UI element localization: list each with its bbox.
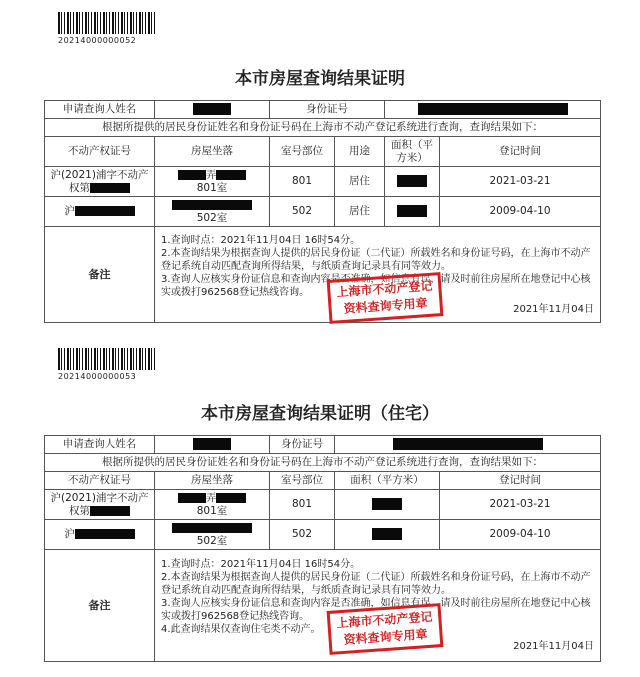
applicant-label: 申请查询人姓名 <box>45 101 155 119</box>
intro-text: 根据所提供的居民身份证姓名和身份证号码在上海市不动产登记系统进行查询，查询结果如下： <box>45 119 601 137</box>
col-header: 用途 <box>335 137 385 167</box>
remarks-label: 备注 <box>45 550 155 662</box>
table-row <box>45 520 601 550</box>
room-number: 502 <box>270 520 335 550</box>
usage: 居住 <box>335 197 385 227</box>
col-header: 不动产权证号 <box>45 137 155 167</box>
area-redacted <box>385 197 440 227</box>
col-header: 面积（平方米） <box>385 137 440 167</box>
table-row <box>45 490 601 520</box>
note-line: 1.查询时点：2021年11月04日 16时54分。 <box>161 234 361 246</box>
col-header: 室号部位 <box>270 137 335 167</box>
barcode-number: 20214000000052 <box>58 36 137 45</box>
barcode-number: 20214000000053 <box>58 372 137 381</box>
area-redacted <box>335 490 440 520</box>
cert-number: 沪(2021)浦字不动产权第 <box>45 167 155 197</box>
area-redacted <box>385 167 440 197</box>
note-line: 4.此查询结果仅查询住宅类不动产。 <box>161 624 321 635</box>
room-number: 801 <box>270 490 335 520</box>
id-label: 身份证号 <box>270 436 335 454</box>
barcode-image <box>58 348 156 370</box>
applicant-name-redacted <box>155 436 270 454</box>
table-row <box>45 167 601 197</box>
note-line: 3.查询人应核实身份证信息和查询内容是否准确，如信息有误，请及时前往房屋所在地登记中心核实或拨打962568登记热线咨询。 <box>161 273 591 298</box>
room-number: 502 <box>270 197 335 227</box>
id-number-redacted <box>335 436 601 454</box>
id-number-redacted <box>385 101 601 119</box>
applicant-label: 申请查询人姓名 <box>45 436 155 454</box>
page-title: 本市房屋查询结果证明 <box>235 69 405 89</box>
col-header: 不动产权证号 <box>45 472 155 490</box>
note-line: 3.查询人应核实身份证信息和查询内容是否准确，如信息有误，请及时前往房屋所在地登记中心核实或拨打962568登记热线咨询。 <box>161 598 591 622</box>
official-seal: 上海市不动产登记 资料查询专用章 <box>327 603 444 655</box>
note-line: 1.查询时点：2021年11月04日 16时54分。 <box>161 559 361 570</box>
intro-text: 根据所提供的居民身份证姓名和身份证号码在上海市不动产登记系统进行查询，查询结果如下： <box>45 454 601 472</box>
remarks-label: 备注 <box>45 227 155 323</box>
col-header: 登记时间 <box>440 137 601 167</box>
area-redacted <box>335 520 440 550</box>
address: 弄 801室 <box>155 490 270 520</box>
col-header: 房屋坐落 <box>155 472 270 490</box>
col-header: 房屋坐落 <box>155 137 270 167</box>
barcode-image <box>58 12 156 34</box>
issue-date: 2021年11月04日 <box>513 303 594 315</box>
address: 弄 801室 <box>155 167 270 197</box>
note-line: 2.本查询结果为根据查询人提供的居民身份证（二代证）所载姓名和身份证号码，在上海市不动产登记系统自动匹配查询所得结果，与纸质查询记录具有同等效力。 <box>161 572 591 596</box>
room-number: 801 <box>270 167 335 197</box>
register-date: 2021-03-21 <box>440 167 601 197</box>
note-line: 2.本查询结果为根据查询人提供的居民身份证（二代证）所载姓名和身份证号码，在上海市不动产登记系统自动匹配查询所得结果，与纸质查询记录具有同等效力。 <box>161 247 591 272</box>
result-table <box>44 435 601 662</box>
col-header: 登记时间 <box>440 472 601 490</box>
table-row <box>45 197 601 227</box>
col-header: 面积（平方米） <box>335 472 440 490</box>
address: 502室 <box>155 197 270 227</box>
cert-number: 沪 <box>45 520 155 550</box>
cert-number: 沪 <box>45 197 155 227</box>
register-date: 2009-04-10 <box>440 197 601 227</box>
applicant-name-redacted <box>155 101 270 119</box>
register-date: 2021-03-21 <box>440 490 601 520</box>
page-title: 本市房屋查询结果证明（住宅） <box>201 404 439 424</box>
official-seal: 上海市不动产登记 资料查询专用章 <box>327 272 444 324</box>
register-date: 2009-04-10 <box>440 520 601 550</box>
address: 502室 <box>155 520 270 550</box>
id-label: 身份证号 <box>270 101 385 119</box>
cert-number: 沪(2021)浦字不动产权第 <box>45 490 155 520</box>
usage: 居住 <box>335 167 385 197</box>
result-table <box>44 100 601 323</box>
issue-date: 2021年11月04日 <box>513 641 594 652</box>
col-header: 室号部位 <box>270 472 335 490</box>
